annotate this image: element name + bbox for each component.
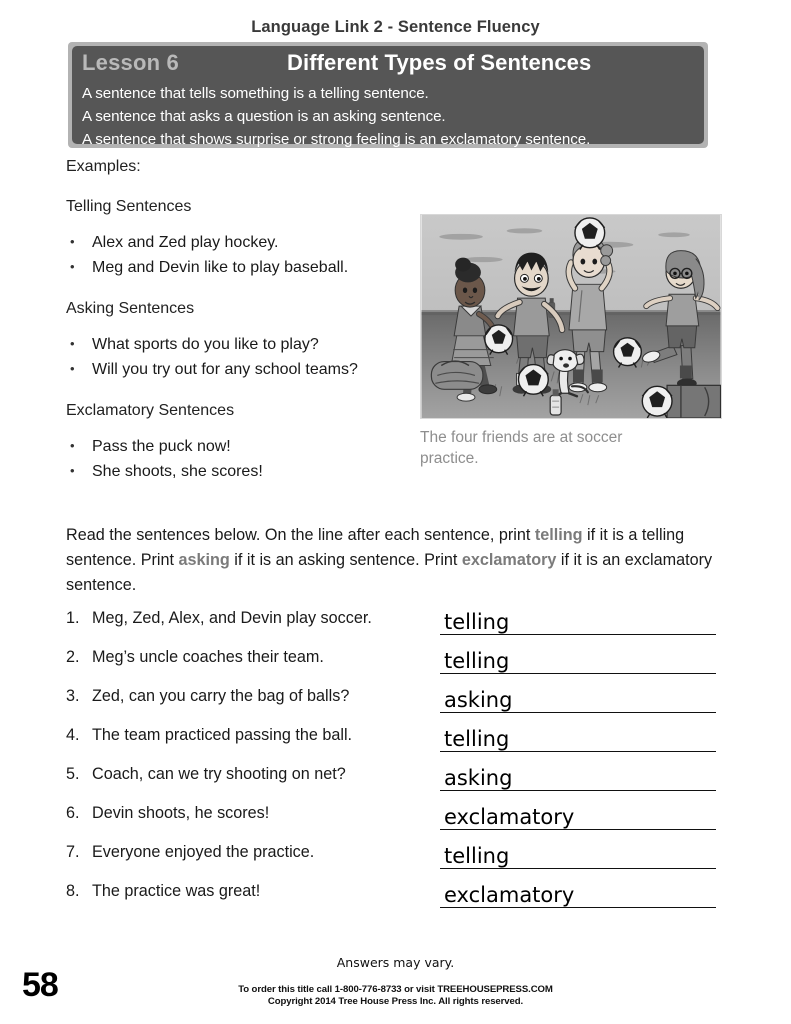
list-item: • Meg and Devin like to play baseball. (66, 255, 411, 280)
answer-blank[interactable] (440, 800, 716, 830)
keyword-telling: telling (534, 526, 583, 544)
sports-bag (431, 361, 482, 389)
answer-blank[interactable] (440, 644, 716, 674)
lesson-rule-exclamatory: A sentence that shows surprise or strong feeling is an exclamatory sentence. (82, 131, 591, 148)
answer-value: asking (444, 766, 513, 790)
exercise-number: 1. (66, 609, 80, 627)
list-item: • What sports do you like to play? (66, 332, 411, 357)
answer-value: telling (444, 844, 510, 868)
list-item: • Alex and Zed play hockey. (66, 230, 411, 255)
answer-blank[interactable] (440, 683, 716, 713)
lesson-title: Different Types of Sentences (287, 50, 592, 75)
copyright-line: Copyright 2014 Tree House Press Inc. All rights reserved. (267, 996, 524, 1007)
lesson-banner-heading-row (82, 50, 694, 82)
exercise-number: 6. (66, 804, 80, 822)
keyword-exclamatory: exclamatory (461, 551, 557, 569)
exercise-number: 4. (66, 726, 80, 744)
exercise-number: 5. (66, 765, 80, 783)
exercise-row-2 (66, 644, 726, 683)
answer-blank[interactable] (440, 605, 716, 635)
figure-caption: The four friends are at soccer practice. (420, 429, 623, 467)
example-group-heading-asking: Asking Sentences (66, 300, 195, 317)
exercise-row-8 (66, 878, 726, 917)
instructions-part-4: if it is an exclamatory sentence. (66, 551, 713, 594)
answer-blank[interactable] (440, 761, 716, 791)
list-item: • She shoots, she scores! (66, 459, 411, 484)
exercise-number: 2. (66, 648, 80, 666)
order-info-line: To order this title call 1-800-776-8733 or visit TREEHOUSEPRESS.COM (238, 984, 553, 995)
list-item: • Will you try out for any school teams? (66, 357, 411, 382)
answer-value: exclamatory (444, 883, 575, 907)
list-item: • Pass the puck now! (66, 434, 411, 459)
examples-column (66, 198, 411, 504)
example-group-heading-exclamatory: Exclamatory Sentences (66, 402, 235, 419)
answer-blank[interactable] (440, 839, 716, 869)
soccer-practice-illustration (420, 214, 722, 419)
exercise-sentence: Devin shoots, he scores! (92, 804, 270, 822)
example-list-asking (66, 332, 411, 382)
lesson-rule-asking: A sentence that asks a question is an asking sentence. (82, 108, 446, 125)
example-list-telling (66, 230, 411, 280)
lesson-banner (68, 42, 708, 148)
answers-may-vary-note: Answers may vary. (336, 955, 455, 970)
figure (420, 214, 722, 469)
exercise-row-1 (66, 605, 726, 644)
instructions-part-1: Read the sentences below. On the line after each sentence, print (66, 526, 535, 544)
exercise-list (66, 605, 726, 917)
keyword-asking: asking (178, 551, 230, 569)
lesson-banner-inner (72, 46, 704, 148)
running-head: Language Link 2 - Sentence Fluency (251, 18, 540, 36)
answer-value: telling (444, 649, 510, 673)
example-group-heading-telling: Telling Sentences (66, 198, 192, 215)
exercise-number: 7. (66, 843, 80, 861)
exercise-row-5 (66, 761, 726, 800)
lesson-rule-telling: A sentence that tells something is a telling sentence. (82, 85, 429, 102)
example-list-exclamatory (66, 434, 411, 484)
exercise-sentence: The practice was great! (92, 882, 261, 900)
exercise-row-3 (66, 683, 726, 722)
exercise-row-6 (66, 800, 726, 839)
exercise-number: 8. (66, 882, 80, 900)
exercise-number: 3. (66, 687, 80, 705)
exercise-sentence: The team practiced passing the ball. (92, 726, 353, 744)
exercise-sentence: Meg’s uncle coaches their team. (92, 648, 324, 666)
answer-blank[interactable] (440, 878, 716, 908)
exercise-row-4 (66, 722, 726, 761)
instructions-paragraph (66, 523, 722, 598)
instructions-part-3: if it is an asking sentence. Print (229, 551, 462, 569)
exercise-sentence: Zed, can you carry the bag of balls? (92, 687, 350, 705)
exercise-sentence: Coach, can we try shooting on net? (92, 765, 346, 783)
exercise-sentence: Meg, Zed, Alex, and Devin play soccer. (92, 609, 372, 627)
answer-value: exclamatory (444, 805, 575, 829)
answer-value: telling (444, 610, 510, 634)
lesson-number-label: Lesson 6 (82, 50, 179, 75)
answer-blank[interactable] (440, 722, 716, 752)
equipment-bench (667, 385, 720, 418)
page-number: 58 (22, 966, 58, 1004)
examples-label: Examples: (66, 158, 141, 175)
instructions-part-2: if it is a telling sentence. Print (66, 526, 685, 569)
exercise-row-7 (66, 839, 726, 878)
answer-value: telling (444, 727, 510, 751)
exercise-sentence: Everyone enjoyed the practice. (92, 843, 315, 861)
answer-value: asking (444, 688, 513, 712)
